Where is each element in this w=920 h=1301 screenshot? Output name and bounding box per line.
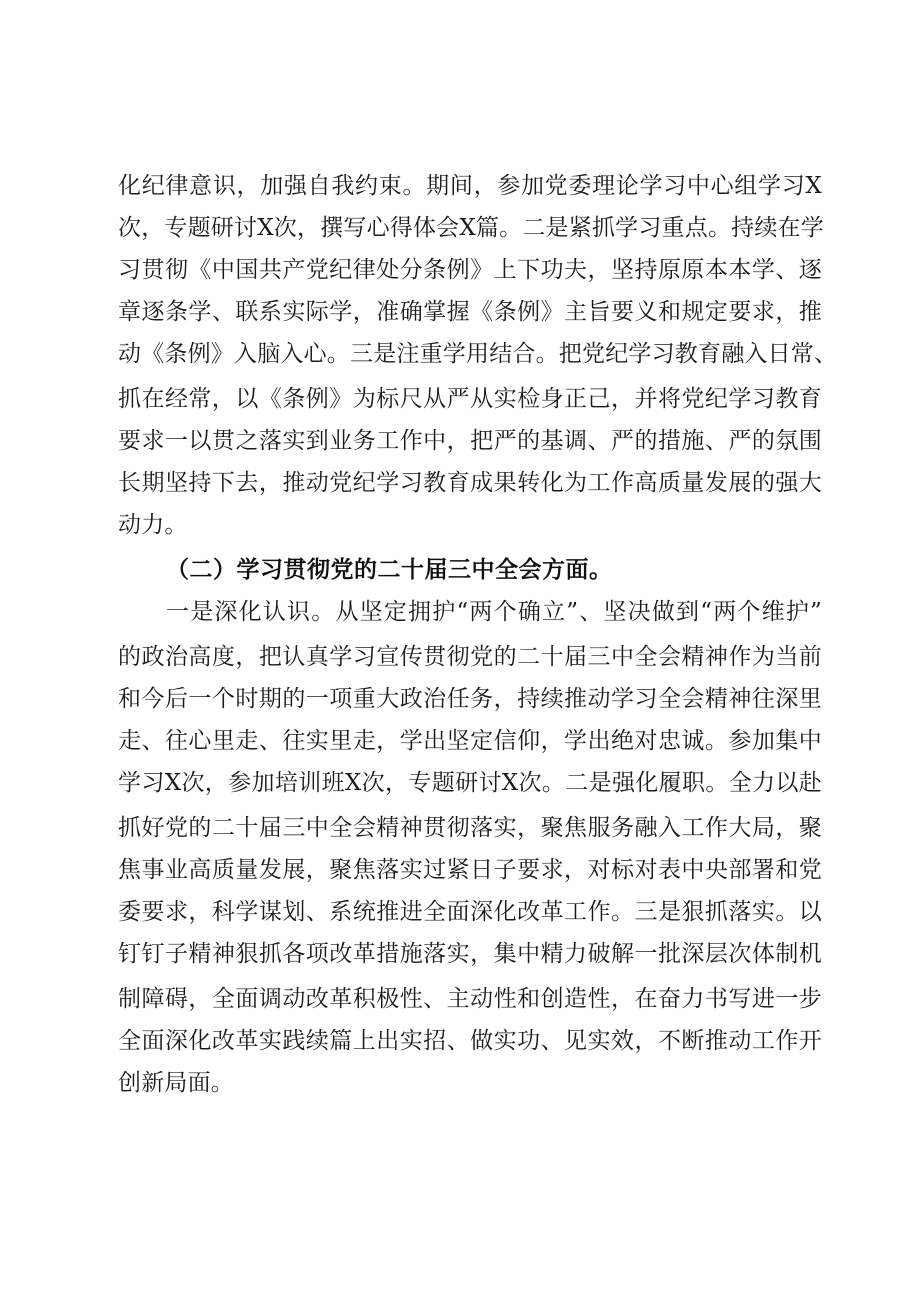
paragraph-line: 焦事业高质量发展，聚焦落实过紧日子要求，对标对表中央部署和党 — [118, 857, 822, 883]
paragraph-line: 委要求，科学谋划、系统推进全面深化改革工作。三是狠抓落实。以 — [118, 899, 822, 925]
paragraph-line: 制障碍，全面调动改革积极性、主动性和创造性，在奋力书写进一步 — [118, 986, 822, 1012]
paragraph-line: 要求一以贯之落实到业务工作中，把严的基调、严的措施、严的氛围 — [118, 428, 822, 454]
paragraph-line: 次，专题研讨X次，撰写心得体会X篇。二是紧抓学习重点。持续在学 — [118, 215, 824, 241]
paragraph-line: 化纪律意识，加强自我约束。期间，参加党委理论学习中心组学习X — [118, 173, 822, 199]
paragraph-line: 走、往心里走、往实里走，学出坚定信仰，学出绝对忠诚。参加集中 — [118, 728, 822, 754]
paragraph-line: 钉钉子精神狠抓各项改革措施落实，集中精力破解一批深层次体制机 — [118, 941, 822, 967]
paragraph-line: 全面深化改革实践续篇上出实招、做实功、见实效，不断推动工作开 — [118, 1028, 822, 1054]
paragraph-line: 习贯彻《中国共产党纪律处分条例》上下功夫，坚持原原本本学、逐 — [118, 257, 822, 283]
section-heading: （二）学习贯彻党的二十届三中全会方面。 — [166, 557, 613, 583]
paragraph-line: 的政治高度，把认真学习宣传贯彻党的二十届三中全会精神作为当前 — [118, 644, 822, 670]
paragraph-line: 动力。 — [118, 512, 188, 538]
paragraph-line: 动《条例》入脑入心。三是注重学用结合。把党纪学习教育融入日常、 — [118, 341, 838, 367]
paragraph-line: 和今后一个时期的一项重大政治任务，持续推动学习全会精神往深里 — [118, 686, 822, 712]
paragraph-line: 章逐条学、联系实际学，准确掌握《条例》主旨要义和规定要求，推 — [118, 299, 822, 325]
paragraph-line: 一是深化认识。从坚定拥护“两个确立”、坚决做到“两个维护” — [166, 599, 822, 625]
paragraph-line: 长期坚持下去，推动党纪学习教育成果转化为工作高质量发展的强大 — [118, 470, 822, 496]
paragraph-line: 创新局面。 — [118, 1070, 234, 1096]
paragraph-line: 抓在经常，以《条例》为标尺从严从实检身正己，并将党纪学习教育 — [118, 386, 822, 412]
paragraph-line: 抓好党的二十届三中全会精神贯彻落实，聚焦服务融入工作大局，聚 — [118, 815, 822, 841]
paragraph-line: 学习X次，参加培训班X次，专题研讨X次。二是强化履职。全力以赴 — [118, 770, 822, 796]
